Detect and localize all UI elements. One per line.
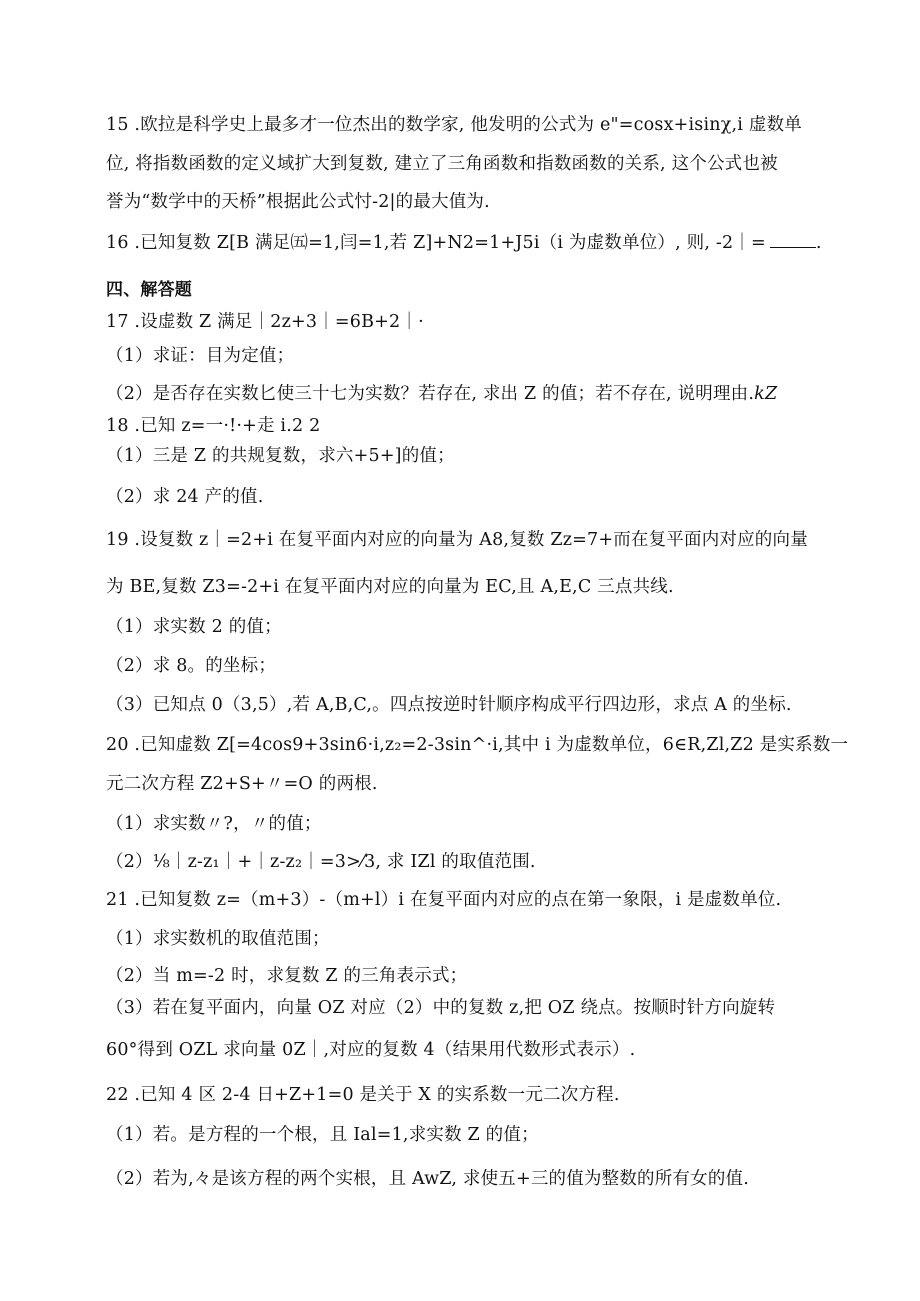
q21-part-1: （1）求实数机的取值范围； xyxy=(106,929,330,949)
q20-line-1: 20 .已知虚数 Z[=4cos9+3sin6·i,z₂=2-3sin^·i,其中 i 为虚数单位，6∈R,Zl,Z2 是实系数一 xyxy=(106,735,849,755)
q21-part-2: （2）当 m=-2 时，求复数 Z 的三角表示式； xyxy=(106,966,468,986)
q15-line-3: 誉为“数学中的天桥”根据此公式忖-2|的最大值为. xyxy=(106,192,490,212)
q17-line-1: 17 .设虚数 Z 满足｜2z+3｜=6B+2｜· xyxy=(106,312,424,332)
q15-line-1: 15 .欧拉是科学史上最多才一位杰出的数学家, 他发明的公式为 e"=cosx+isinχ,i 虚数单 xyxy=(106,115,802,135)
q17-part-2-tail: kZ xyxy=(754,384,778,404)
q22-part-2: （2）若为,々是该方程的两个实根，且 AwZ, 求使五+三的值为整数的所有女的值. xyxy=(106,1169,749,1189)
q21-part-3: （3）若在复平面内，向量 OZ 对应（2）中的复数 z,把 OZ 绕点。按顺时针方向旋转 xyxy=(106,998,776,1018)
q18-part-2: （2）求 24 产的值. xyxy=(106,487,264,507)
q21-line-1: 21 .已知复数 z=（m+3）-（m+l）i 在复平面内对应的点在第一象限，i 是虚数单位. xyxy=(106,890,782,910)
q20-part-2: （2）⅛｜z-z₁｜+｜z-z₂｜=3>⁄3, 求 IZl 的取值范围. xyxy=(106,852,536,872)
q16-text: 16 .已知复数 Z[B 满足㈤=1,闫=1,若 Z]+N2=1+J5i（i 为虚数单位）, 则, -2｜= xyxy=(106,233,766,253)
q22-part-1: （1）若。是方程的一个根，且 Ial=1,求实数 Z 的值； xyxy=(106,1125,539,1145)
q19-part-3: （3）已知点 0（3,5）,若 A,B,C,。四点按逆时针顺序构成平行四边形，求点 A 的坐标. xyxy=(106,695,792,715)
q20-line-2: 元二次方程 Z2+S+〃=O 的两根. xyxy=(106,774,378,794)
q19-line-1: 19 .设复数 z｜=2+i 在复平面内对应的向量为 A8,复数 Zz=7+而在复平面内对应的向量 xyxy=(106,530,808,550)
q19-part-2: （2）求 8。的坐标； xyxy=(106,656,277,676)
q15-line-2: 位, 将指数函数的定义域扩大到复数, 建立了三角函数和指数函数的关系, 这个公式也被 xyxy=(106,154,778,174)
answer-blank xyxy=(770,233,816,248)
q18-part-1: （1）三是 Z 的共规复数，求六+5+]的值； xyxy=(106,446,455,466)
q18-line-1: 18 .已知 z=一·!·+走 i.2 2 xyxy=(106,416,321,436)
q19-line-2: 为 BE,复数 Z3=-2+i 在复平面内对应的向量为 EC,且 A,E,C 三点共线. xyxy=(106,577,674,597)
q16-line-1 xyxy=(106,231,822,255)
q17-part-2-text: （2）是否存在实数匕使三十七为实数？若存在, 求出 Z 的值；若不存在, 说明理由. xyxy=(106,384,755,404)
q17-part-1: （1）求证：目为定值； xyxy=(106,346,295,366)
q16-end: . xyxy=(815,233,822,253)
q22-line-1: 22 .已知 4 区 2-4 日+Z+1=0 是关于 X 的实系数一元二次方程. xyxy=(106,1085,620,1105)
q17-part-2 xyxy=(106,382,777,406)
q19-part-1: （1）求实数 2 的值； xyxy=(106,617,282,637)
section-heading: 四、解答题 xyxy=(106,280,192,300)
q20-part-1: （1）求实数〃?，〃的值； xyxy=(106,814,322,834)
q21-part-3-line-2: 60°得到 OZL 求向量 0Z｜,对应的复数 4（结果用代数形式表示）. xyxy=(106,1040,636,1060)
